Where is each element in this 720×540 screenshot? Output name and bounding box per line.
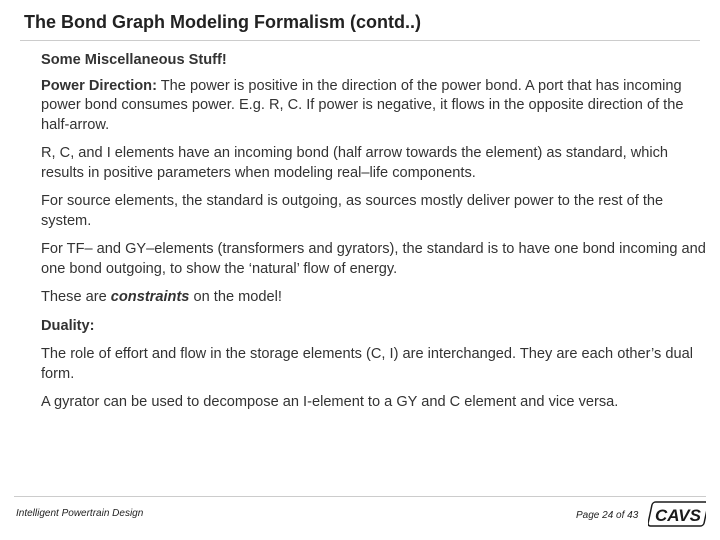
constraints-paragraph [41, 288, 709, 308]
slide-title: The Bond Graph Modeling Formalism (contd..) [24, 12, 421, 32]
slide-content [41, 51, 709, 422]
page-number: Page 24 of 43 [576, 510, 639, 521]
source-elements-paragraph: For source elements, the standard is outgoing, as sources mostly deliver power to the rest of the system. [41, 193, 664, 229]
duality-heading: Duality: [41, 317, 95, 334]
constraints-after: on the model! [189, 289, 282, 305]
section-heading: Some Miscellaneous Stuff! [41, 52, 227, 68]
power-direction-text: The power is positive in the direction of the power bond. A port that has incoming power bond consumes power. E.g. R, C. If power is negative, it flows in the opposite direction of the half-arrow. [41, 77, 684, 133]
cavs-logo [648, 500, 706, 528]
cavs-logo-text: CAVS [655, 506, 701, 525]
rci-elements-paragraph: R, C, and I elements have an incoming bond (half arrow towards the element) as standard, which results in positive parameters when modeling real–life components. [41, 145, 669, 181]
title-divider [20, 40, 700, 41]
footer-course-name: Intelligent Powertrain Design [16, 508, 144, 519]
tf-gy-elements-paragraph: For TF– and GY–elements (transformers and gyrators), the standard is to have one bond incoming and one bond outgoing, to show the ‘natural’ flow of energy. [41, 241, 706, 277]
duality-paragraph: The role of effort and flow in the storage elements (C, I) are interchanged. They are each other’s dual form. [41, 346, 693, 382]
power-direction-paragraph [41, 77, 709, 136]
gyrator-paragraph: A gyrator can be used to decompose an I-element to a GY and C element and vice versa. [41, 394, 619, 410]
constraints-before: These are [41, 289, 111, 305]
constraints-emphasis: constraints [110, 289, 190, 305]
power-direction-label: Power Direction: [41, 77, 157, 94]
footer-divider [14, 496, 706, 497]
